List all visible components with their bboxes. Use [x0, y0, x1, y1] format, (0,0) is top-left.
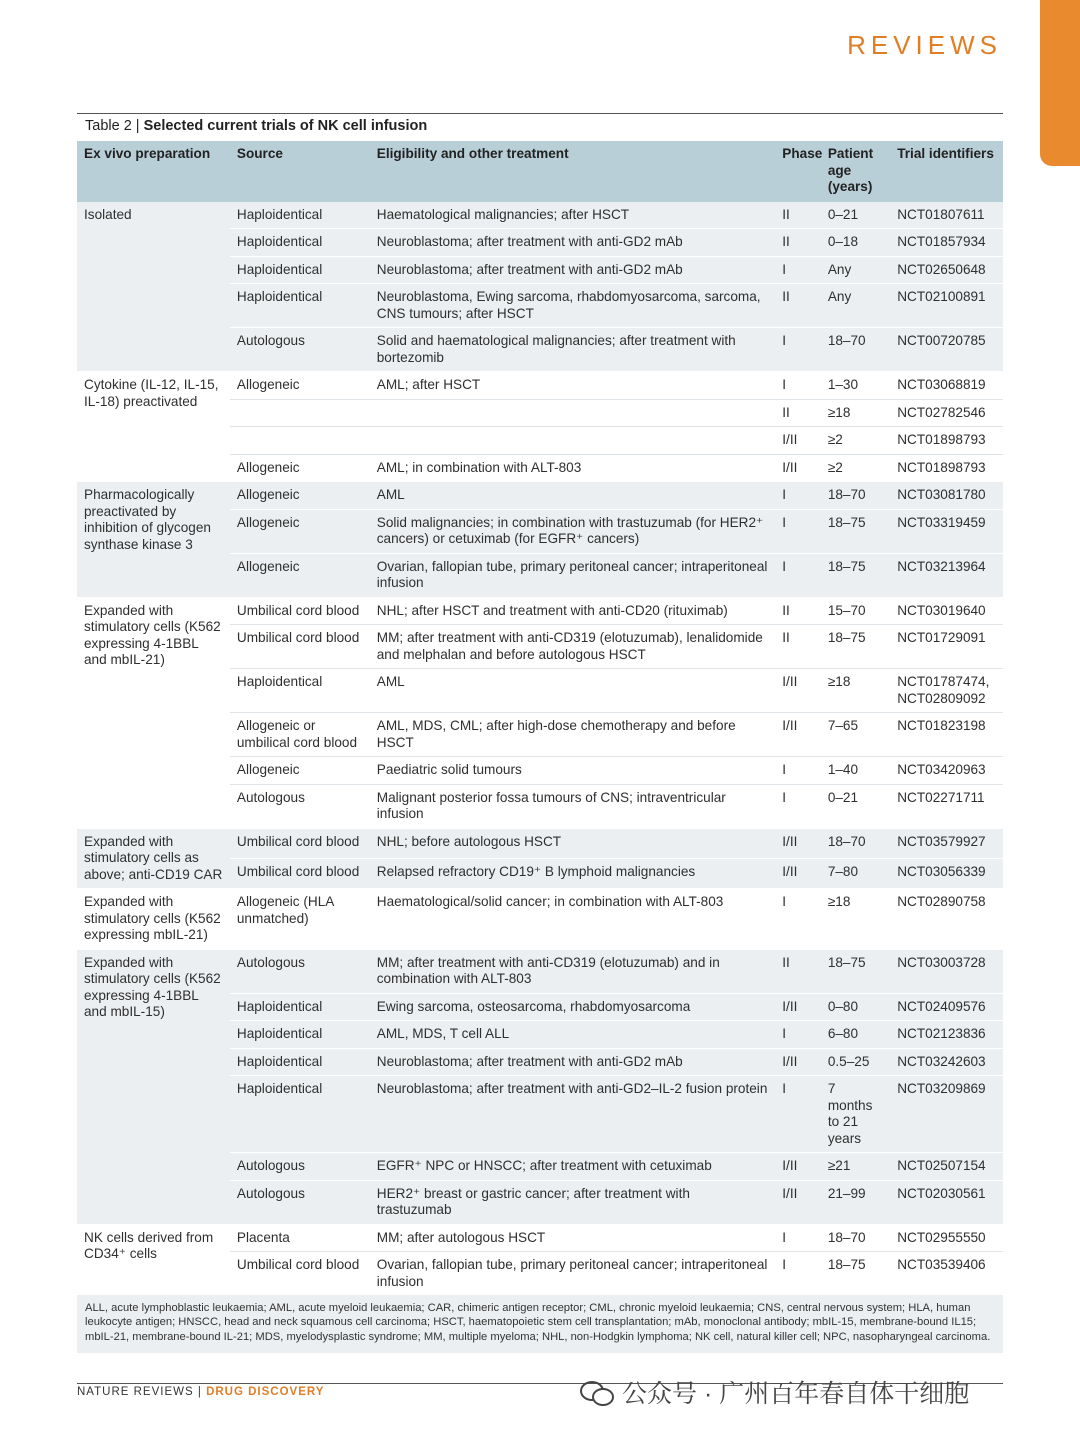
trial-id-cell: NCT03209869 — [890, 1076, 1003, 1153]
table-row — [77, 889, 1003, 950]
source-cell: Umbilical cord blood — [230, 625, 370, 669]
age-cell: 0–21 — [821, 202, 890, 229]
phase-cell: I/II — [775, 669, 821, 713]
age-cell: ≥18 — [821, 889, 890, 950]
source-cell: Allogeneic or umbilical cord blood — [230, 713, 370, 757]
source-cell: Haploidentical — [230, 1076, 370, 1153]
eligibility-cell: AML; after HSCT — [370, 372, 776, 400]
source-cell: Autologous — [230, 328, 370, 372]
age-cell: 0.5–25 — [821, 1048, 890, 1076]
prep-cell: Expanded with stimulatory cells (K562 expressing 4-1BBL and mbIL-21) — [77, 597, 230, 828]
trial-id-cell: NCT03068819 — [890, 372, 1003, 400]
col-header-phase: Phase — [775, 141, 821, 202]
age-cell: 18–75 — [821, 553, 890, 597]
age-cell: 1–30 — [821, 372, 890, 400]
trial-id-cell: NCT01898793 — [890, 454, 1003, 482]
trial-id-cell: NCT02890758 — [890, 889, 1003, 950]
source-cell: Umbilical cord blood — [230, 858, 370, 888]
eligibility-cell: Neuroblastoma; after treatment with anti-GD2–IL-2 fusion protein — [370, 1076, 776, 1153]
eligibility-cell: NHL; after HSCT and treatment with anti-CD20 (rituximab) — [370, 597, 776, 625]
table-title: Selected current trials of NK cell infusion — [143, 118, 428, 134]
age-cell: ≥2 — [821, 454, 890, 482]
age-cell: 18–70 — [821, 328, 890, 372]
age-cell: 18–75 — [821, 1252, 890, 1296]
col-header-eligibility: Eligibility and other treatment — [370, 141, 776, 202]
eligibility-cell: Haematological/solid cancer; in combination with ALT-803 — [370, 889, 776, 950]
eligibility-cell — [370, 399, 776, 427]
phase-cell: I/II — [775, 1153, 821, 1181]
eligibility-cell: Ovarian, fallopian tube, primary peritoneal cancer; intraperitoneal infusion — [370, 1252, 776, 1296]
phase-cell: I/II — [775, 828, 821, 858]
prep-cell: NK cells derived from CD34⁺ cells — [77, 1224, 230, 1295]
phase-cell: I — [775, 372, 821, 400]
trial-id-cell: NCT03213964 — [890, 553, 1003, 597]
phase-cell: I — [775, 757, 821, 785]
age-cell: Any — [821, 256, 890, 284]
source-cell: Autologous — [230, 1153, 370, 1181]
source-cell: Haploidentical — [230, 284, 370, 328]
source-cell: Haploidentical — [230, 1048, 370, 1076]
trial-group — [77, 949, 1003, 1224]
phase-cell: I/II — [775, 427, 821, 455]
table-label: Table 2 | — [85, 118, 144, 134]
trial-id-cell: NCT02650648 — [890, 256, 1003, 284]
prep-cell: Expanded with stimulatory cells (K562 expressing mbIL-21) — [77, 889, 230, 950]
eligibility-cell: EGFR⁺ NPC or HNSCC; after treatment with cetuximab — [370, 1153, 776, 1181]
eligibility-cell: Paediatric solid tumours — [370, 757, 776, 785]
journal-separator: | — [193, 1386, 207, 1398]
trial-id-cell: NCT03420963 — [890, 757, 1003, 785]
prep-cell: Expanded with stimulatory cells as above; anti-CD19 CAR — [77, 828, 230, 889]
table-row — [77, 1224, 1003, 1252]
phase-cell: I — [775, 1224, 821, 1252]
trial-id-cell: NCT01807611 — [890, 202, 1003, 229]
age-cell: 0–21 — [821, 784, 890, 828]
source-cell: Autologous — [230, 784, 370, 828]
eligibility-cell: Haematological malignancies; after HSCT — [370, 202, 776, 229]
trial-id-cell: NCT03081780 — [890, 482, 1003, 510]
trial-group — [77, 597, 1003, 828]
source-cell — [230, 427, 370, 455]
trial-group — [77, 1224, 1003, 1295]
source-cell: Allogeneic (HLA unmatched) — [230, 889, 370, 950]
age-cell: 18–75 — [821, 949, 890, 993]
prep-cell: Isolated — [77, 202, 230, 372]
source-cell — [230, 399, 370, 427]
trial-id-cell: NCT01729091 — [890, 625, 1003, 669]
phase-cell: I/II — [775, 858, 821, 888]
phase-cell: II — [775, 202, 821, 229]
section-tab-accent — [1040, 0, 1080, 166]
trial-id-cell: NCT03539406 — [890, 1252, 1003, 1296]
prep-cell: Cytokine (IL-12, IL-15, IL-18) preactivated — [77, 372, 230, 482]
phase-cell: I — [775, 784, 821, 828]
phase-cell: I — [775, 1021, 821, 1049]
age-cell: 7–80 — [821, 858, 890, 888]
table-row — [77, 202, 1003, 229]
prep-cell: Expanded with stimulatory cells (K562 expressing 4-1BBL and mbIL-15) — [77, 949, 230, 1224]
eligibility-cell: Solid and haematological malignancies; after treatment with bortezomib — [370, 328, 776, 372]
trial-group — [77, 828, 1003, 889]
trial-id-cell: NCT02123836 — [890, 1021, 1003, 1049]
table-caption — [85, 118, 427, 134]
source-cell: Umbilical cord blood — [230, 1252, 370, 1296]
trial-id-cell: NCT01823198 — [890, 713, 1003, 757]
age-cell: 0–80 — [821, 993, 890, 1021]
col-header-age: Patient age (years) — [821, 141, 890, 202]
age-cell: 18–70 — [821, 482, 890, 510]
age-cell: 1–40 — [821, 757, 890, 785]
col-header-trial-id: Trial identifiers — [890, 141, 1003, 202]
source-cell: Haploidentical — [230, 669, 370, 713]
eligibility-cell: AML — [370, 482, 776, 510]
source-cell: Placenta — [230, 1224, 370, 1252]
phase-cell: I — [775, 256, 821, 284]
table-row — [77, 482, 1003, 510]
trial-id-cell: NCT02271711 — [890, 784, 1003, 828]
phase-cell: I — [775, 509, 821, 553]
table-row — [77, 597, 1003, 625]
trials-table-container — [77, 141, 1003, 1353]
source-cell: Haploidentical — [230, 202, 370, 229]
phase-cell: II — [775, 284, 821, 328]
source-cell: Allogeneic — [230, 553, 370, 597]
eligibility-cell: Neuroblastoma; after treatment with anti-GD2 mAb — [370, 256, 776, 284]
trial-id-cell: NCT02782546 — [890, 399, 1003, 427]
eligibility-cell: Solid malignancies; in combination with trastuzumab (for HER2⁺ cancers) or cetuximab (for EGFR⁺ cancers) — [370, 509, 776, 553]
source-cell: Autologous — [230, 949, 370, 993]
phase-cell: II — [775, 597, 821, 625]
phase-cell: II — [775, 399, 821, 427]
table-row — [77, 949, 1003, 993]
phase-cell: I/II — [775, 1180, 821, 1224]
journal-name: NATURE REVIEWS — [77, 1386, 194, 1398]
eligibility-cell: Ovarian, fallopian tube, primary peritoneal cancer; intraperitoneal infusion — [370, 553, 776, 597]
age-cell: ≥21 — [821, 1153, 890, 1181]
trial-id-cell: NCT02507154 — [890, 1153, 1003, 1181]
eligibility-cell: MM; after autologous HSCT — [370, 1224, 776, 1252]
eligibility-cell: HER2⁺ breast or gastric cancer; after treatment with trastuzumab — [370, 1180, 776, 1224]
wechat-icon — [580, 1379, 612, 1405]
source-cell: Umbilical cord blood — [230, 828, 370, 858]
source-cell: Haploidentical — [230, 993, 370, 1021]
age-cell: 15–70 — [821, 597, 890, 625]
source-cell: Allogeneic — [230, 454, 370, 482]
trial-id-cell: NCT03019640 — [890, 597, 1003, 625]
eligibility-cell: Neuroblastoma; after treatment with anti-GD2 mAb — [370, 1048, 776, 1076]
eligibility-cell: Relapsed refractory CD19⁺ B lymphoid malignancies — [370, 858, 776, 888]
phase-cell: I/II — [775, 713, 821, 757]
phase-cell: I — [775, 482, 821, 510]
trial-id-cell: NCT03003728 — [890, 949, 1003, 993]
table-header-row — [77, 141, 1003, 202]
trial-id-cell: NCT02030561 — [890, 1180, 1003, 1224]
eligibility-cell: AML, MDS, CML; after high-dose chemotherapy and before HSCT — [370, 713, 776, 757]
eligibility-cell: AML, MDS, T cell ALL — [370, 1021, 776, 1049]
age-cell: 7–65 — [821, 713, 890, 757]
journal-section: DRUG DISCOVERY — [206, 1386, 325, 1398]
table-footnote: ALL, acute lymphoblastic leukaemia; AML, acute myeloid leukaemia; CAR, chimeric antigen receptor; CML, chronic myeloid leukaemia; CNS, central nervous system; HLA, human leukocyte antigen; HNSCC, head and neck squamous cell carcinoma; HSCT, haematopoietic stem cell transplantation; mAb, monoclonal antibody; mbIL-15, membrane-bound IL15; mbIL-21, membrane-bound IL-21; MDS, myelodysplastic syndrome; MM, multiple myeloma; NHL, non-Hodgkin lymphoma; NK cell, natural killer cell; NPC, nasopharyngeal carcinoma. — [77, 1295, 1003, 1353]
source-cell: Autologous — [230, 1180, 370, 1224]
trial-id-cell: NCT03242603 — [890, 1048, 1003, 1076]
phase-cell: II — [775, 625, 821, 669]
section-label: REVIEWS — [847, 30, 1002, 60]
eligibility-cell: Neuroblastoma, Ewing sarcoma, rhabdomyosarcoma, sarcoma, CNS tumours; after HSCT — [370, 284, 776, 328]
trial-group — [77, 372, 1003, 482]
col-header-prep: Ex vivo preparation — [77, 141, 230, 202]
prep-cell: Pharmacologically preactivated by inhibition of glycogen synthase kinase 3 — [77, 482, 230, 598]
trial-group — [77, 202, 1003, 372]
watermark-text: 公众号 · 广州百年春自体干细胞 — [622, 1380, 970, 1408]
source-cell: Allogeneic — [230, 482, 370, 510]
trial-id-cell: NCT01857934 — [890, 229, 1003, 257]
source-cell: Allogeneic — [230, 757, 370, 785]
phase-cell: I/II — [775, 993, 821, 1021]
age-cell: 18–75 — [821, 625, 890, 669]
trial-id-cell: NCT03056339 — [890, 858, 1003, 888]
trial-group — [77, 889, 1003, 950]
eligibility-cell: Malignant posterior fossa tumours of CNS; intraventricular infusion — [370, 784, 776, 828]
phase-cell: I/II — [775, 454, 821, 482]
phase-cell: I — [775, 1076, 821, 1153]
eligibility-cell: NHL; before autologous HSCT — [370, 828, 776, 858]
eligibility-cell: AML; in combination with ALT-803 — [370, 454, 776, 482]
phase-cell: I — [775, 889, 821, 950]
trial-id-cell: NCT00720785 — [890, 328, 1003, 372]
eligibility-cell: Ewing sarcoma, osteosarcoma, rhabdomyosarcoma — [370, 993, 776, 1021]
trial-id-cell: NCT01787474, NCT02809092 — [890, 669, 1003, 713]
trial-id-cell: NCT03579927 — [890, 828, 1003, 858]
phase-cell: II — [775, 229, 821, 257]
source-cell: Haploidentical — [230, 256, 370, 284]
trial-id-cell: NCT02100891 — [890, 284, 1003, 328]
age-cell: 21–99 — [821, 1180, 890, 1224]
source-cell: Haploidentical — [230, 1021, 370, 1049]
phase-cell: I — [775, 328, 821, 372]
phase-cell: I — [775, 1252, 821, 1296]
age-cell: Any — [821, 284, 890, 328]
eligibility-cell: AML — [370, 669, 776, 713]
age-cell: ≥18 — [821, 669, 890, 713]
source-cell: Allogeneic — [230, 372, 370, 400]
age-cell: ≥2 — [821, 427, 890, 455]
trial-id-cell: NCT03319459 — [890, 509, 1003, 553]
journal-footer — [77, 1386, 324, 1398]
watermark — [580, 1374, 969, 1410]
age-cell: ≥18 — [821, 399, 890, 427]
age-cell: 18–70 — [821, 828, 890, 858]
trials-table — [77, 141, 1003, 1295]
source-cell: Haploidentical — [230, 229, 370, 257]
age-cell: 18–70 — [821, 1224, 890, 1252]
source-cell: Allogeneic — [230, 509, 370, 553]
phase-cell: II — [775, 949, 821, 993]
age-cell: 7 months to 21 years — [821, 1076, 890, 1153]
eligibility-cell — [370, 427, 776, 455]
trial-group — [77, 482, 1003, 598]
eligibility-cell: MM; after treatment with anti-CD319 (elotuzumab) and in combination with ALT-803 — [370, 949, 776, 993]
trial-id-cell: NCT02955550 — [890, 1224, 1003, 1252]
table-row — [77, 828, 1003, 858]
age-cell: 0–18 — [821, 229, 890, 257]
eligibility-cell: Neuroblastoma; after treatment with anti-GD2 mAb — [370, 229, 776, 257]
trial-id-cell: NCT02409576 — [890, 993, 1003, 1021]
age-cell: 6–80 — [821, 1021, 890, 1049]
age-cell: 18–75 — [821, 509, 890, 553]
eligibility-cell: MM; after treatment with anti-CD319 (elotuzumab), lenalidomide and melphalan and before autologous HSCT — [370, 625, 776, 669]
table-row — [77, 372, 1003, 400]
col-header-source: Source — [230, 141, 370, 202]
trial-id-cell: NCT01898793 — [890, 427, 1003, 455]
phase-cell: I — [775, 553, 821, 597]
source-cell: Umbilical cord blood — [230, 597, 370, 625]
top-rule — [77, 113, 1003, 114]
phase-cell: I/II — [775, 1048, 821, 1076]
